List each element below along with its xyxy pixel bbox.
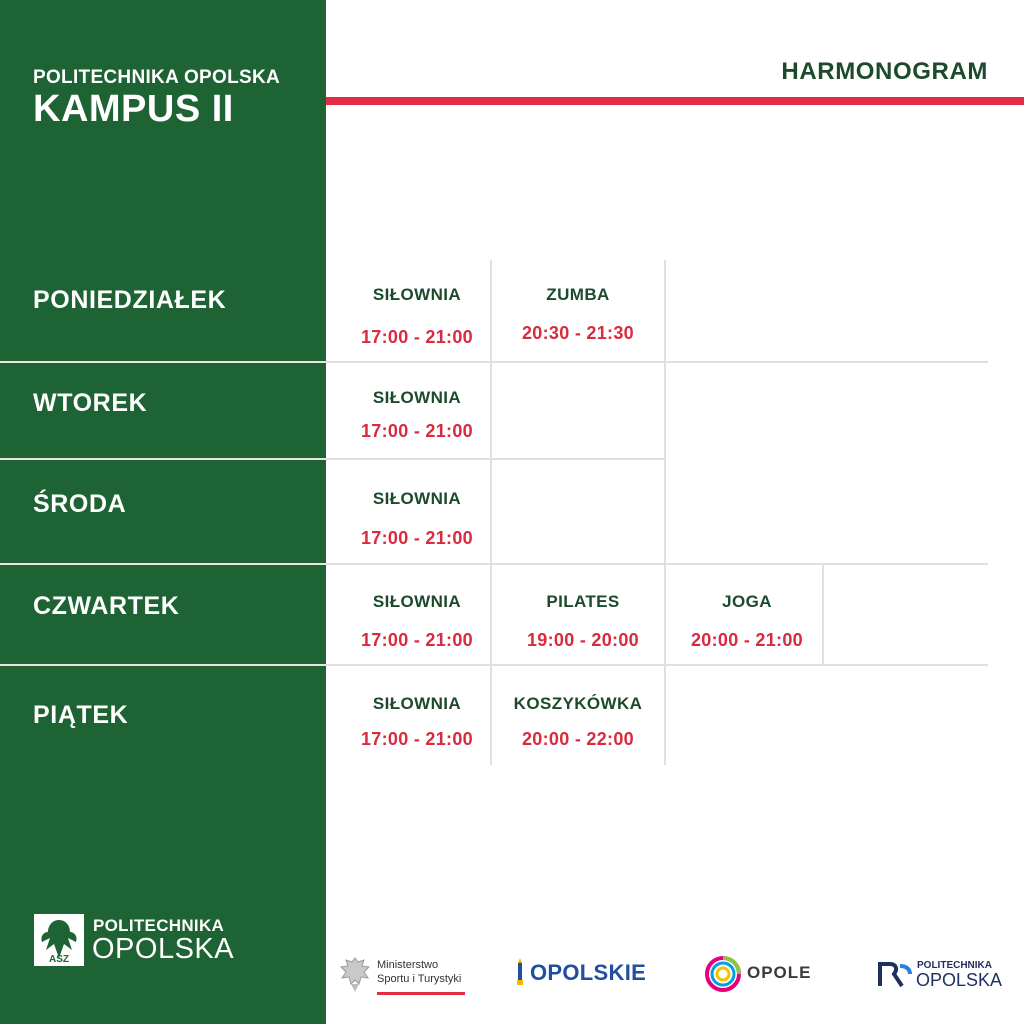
grid-line (822, 565, 824, 665)
org-name: POLITECHNIKA OPOLSKA (33, 67, 281, 88)
ministry-line-2: Sportu i Turystyki (377, 973, 462, 985)
campus-title: KAMPUS II (33, 88, 234, 130)
grid-line (664, 260, 666, 765)
activity-name: JOGA (722, 592, 772, 611)
po-logo-small-bold-text: POLITECHNIKA (917, 960, 992, 971)
grid-line (326, 563, 988, 565)
activity-name: ZUMBA (546, 285, 610, 304)
activity-name: SIŁOWNIA (372, 388, 462, 407)
po-logo-light-text: OPOLSKA (92, 933, 235, 965)
po-mark-icon (878, 960, 914, 988)
opole-logo-text: OPOLE (747, 963, 812, 982)
activity-time: 17:00 - 21:00 (361, 630, 473, 650)
svg-text:ASZ: ASZ (49, 954, 69, 965)
ministry-line-1: Ministerstwo (377, 959, 439, 971)
opolskie-logo-text: OPOLSKIE (530, 960, 647, 985)
activity-time: 19:00 - 20:00 (527, 630, 639, 650)
ministry-logo-underline (377, 992, 465, 995)
grid-line (326, 664, 988, 666)
activity-time: 20:00 - 22:00 (522, 729, 634, 749)
activity-time: 20:00 - 21:00 (691, 630, 803, 650)
day-separator (0, 361, 326, 363)
po-emblem-icon (34, 914, 84, 966)
opolskie-tower-icon (514, 958, 526, 986)
activity-name: SIŁOWNIA (372, 694, 462, 713)
activity-time: 17:00 - 21:00 (361, 421, 473, 441)
po-logo-small-light-text: OPOLSKA (916, 970, 1003, 990)
activity-name: SIŁOWNIA (372, 285, 462, 304)
activity-name: SIŁOWNIA (372, 489, 462, 508)
day-separator (0, 563, 326, 565)
activity-name: PILATES (546, 592, 620, 611)
day-separator (0, 458, 326, 460)
activity-time: 20:30 - 21:30 (522, 323, 634, 343)
day-label-poniedzialek: PONIEDZIAŁEK (33, 286, 227, 314)
eagle-emblem-icon (337, 954, 373, 994)
day-separator (0, 664, 326, 666)
activity-name: KOSZYKÓWKA (513, 694, 643, 713)
grid-line (326, 361, 988, 363)
po-logo-bold-text: POLITECHNIKA (93, 916, 225, 935)
day-label-sroda: ŚRODA (33, 490, 127, 518)
page-title: HARMONOGRAM (781, 58, 988, 85)
ministry-logo-text (377, 958, 461, 986)
activity-name: SIŁOWNIA (372, 592, 462, 611)
opole-ring-icon (704, 955, 742, 993)
day-label-wtorek: WTOREK (33, 389, 148, 417)
header-divider (326, 97, 1024, 105)
activity-time: 17:00 - 21:00 (361, 327, 473, 347)
activity-time: 17:00 - 21:00 (361, 528, 473, 548)
day-label-czwartek: CZWARTEK (33, 592, 180, 620)
activity-time: 17:00 - 21:00 (361, 729, 473, 749)
grid-line (326, 458, 664, 460)
day-label-piatek: PIĄTEK (33, 701, 129, 729)
